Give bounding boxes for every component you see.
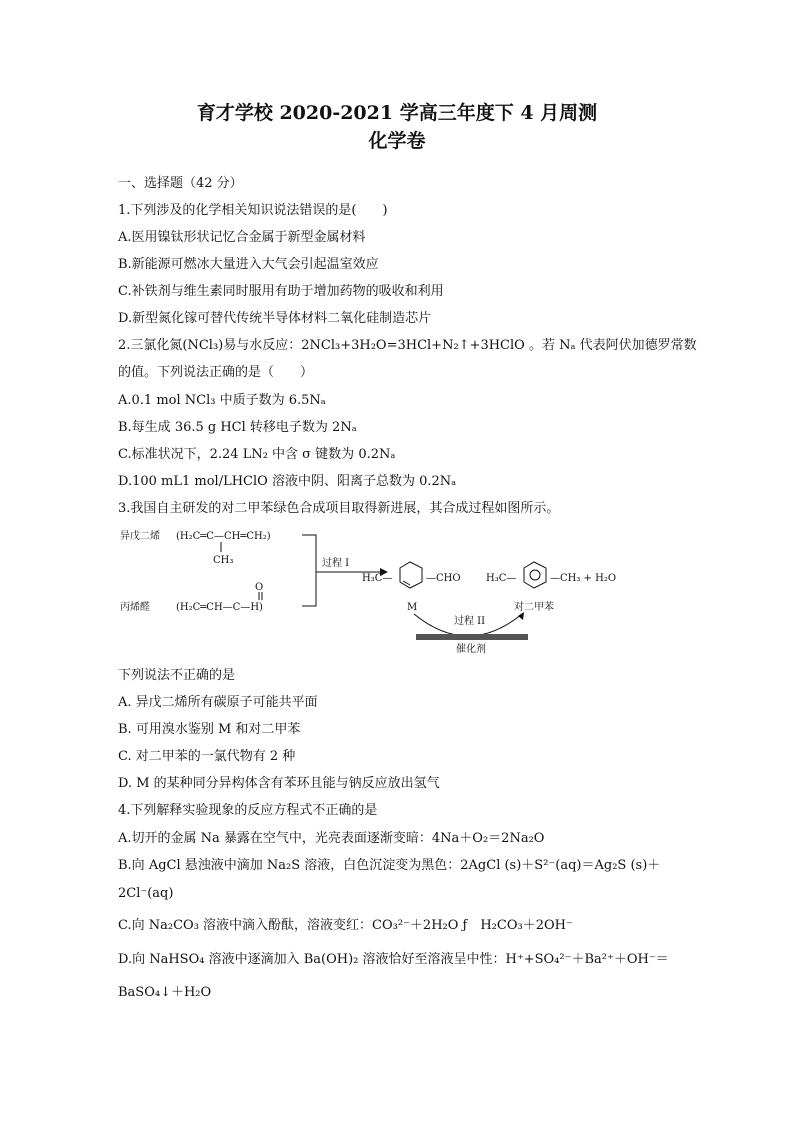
question-2: 2.三氯化氮(NCl₃)易与水反应：2NCl₃+3H₂O=3HCl+N₂↑+3HClO 。若 Nₐ 代表阿伏加德罗常数	[118, 338, 697, 353]
product-right-group: —CH₃ + H₂O	[550, 573, 617, 584]
m-left-group: H₃C—	[362, 573, 393, 584]
q3-option-b: B. 可用溴水鉴别 M 和对二甲苯	[118, 722, 301, 737]
acrolein-label: 丙烯醛	[120, 602, 150, 613]
isoprene-label: 异戊二烯	[120, 531, 160, 542]
acrolein-formula: (H₂C═CH—C—H)	[176, 602, 263, 613]
process-2-label: 过程 II	[454, 616, 486, 627]
px-label: 对二甲苯	[514, 602, 554, 613]
q2-option-d: D.100 mL1 mol/LHClO 溶液中阴、阳离子总数为 0.2Nₐ	[118, 474, 457, 489]
process-1-label: 过程 I	[322, 558, 350, 569]
m-right-group: —CHO	[426, 573, 461, 584]
q1-option-c: C.补铁剂与维生素同时服用有助于增加药物的吸收和利用	[118, 284, 444, 299]
q4-option-d-cont: BaSO₄↓＋H₂O	[118, 985, 212, 1000]
m-label: M	[407, 602, 418, 613]
section-heading: 一、选择题（42 分）	[118, 176, 243, 191]
q1-option-d: D.新型氮化镓可替代传统半导体材料二氧化硅制造芯片	[118, 311, 432, 326]
synthesis-diagram	[118, 526, 638, 656]
q2-option-c: C.标准状况下，2.24 LN₂ 中含 σ 键数为 0.2Nₐ	[118, 447, 396, 462]
benzene-ring	[524, 562, 546, 588]
product-left-group: H₃C—	[486, 573, 517, 584]
q1-option-a: A.医用镍钛形状记忆合金属于新型金属材料	[118, 230, 366, 245]
q4-option-a: A.切开的金属 Na 暴露在空气中，光亮表面逐渐变暗：4Na＋O₂＝2Na₂O	[118, 831, 545, 846]
q3-option-d: D. M 的某种同分异构体含有苯环且能与钠反应放出氢气	[118, 776, 440, 791]
question-4: 4.下列解释实验现象的反应方程式不正确的是	[118, 803, 378, 818]
question-3-prompt: 下列说法不正确的是	[118, 668, 236, 683]
isoprene-formula: (H₂C═C—CH═CH₂)	[176, 531, 271, 542]
q4-option-d: D.向 NaHSO₄ 溶液中逐滴加入 Ba(OH)₂ 溶液恰好至溶液呈中性：H⁺+SO₄²⁻＋Ba²⁺＋OH⁻＝	[118, 952, 669, 967]
catalyst-bar	[416, 634, 528, 640]
q1-option-b: B.新能源可燃冰大量进入大气会引起温室效应	[118, 257, 379, 272]
catalyst-label: 催化剂	[456, 644, 486, 655]
question-1: 1.下列涉及的化学相关知识说法错误的是( )	[118, 203, 388, 218]
q4-option-b: B.向 AgCl 悬浊液中滴加 Na₂S 溶液，白色沉淀变为黑色：2AgCl (s)＋S²⁻(aq)＝Ag₂S (s)＋	[118, 858, 661, 873]
isoprene-methyl: CH₃	[213, 555, 234, 566]
q4-option-b-cont: 2Cl⁻(aq)	[118, 886, 174, 901]
page-subtitle: 化学卷	[368, 130, 426, 152]
question-2-cont: 的值。下列说法正确的是（ ）	[118, 365, 314, 380]
m-ring	[400, 562, 422, 588]
q3-option-a: A. 异戊二烯所有碳原子可能共平面	[118, 695, 318, 710]
acrolein-o: O	[255, 582, 264, 593]
question-3: 3.我国自主研发的对二甲苯绿色合成项目取得新进展，其合成过程如图所示。	[118, 501, 560, 516]
q4-option-c: C.向 Na₂CO₃ 溶液中滴入酚酞，溶液变红：CO₃²⁻＋2H₂O ƒ H₂CO₃＋2OH⁻	[118, 918, 573, 933]
q2-option-a: A.0.1 mol NCl₃ 中质子数为 6.5Nₐ	[118, 393, 326, 408]
page-title: 育才学校 2020-2021 学高三年度下 4 月周测	[196, 102, 598, 124]
q3-option-c: C. 对二甲苯的一氯代物有 2 种	[118, 749, 296, 764]
q2-option-b: B.每生成 36.5 g HCl 转移电子数为 2Nₐ	[118, 420, 357, 435]
